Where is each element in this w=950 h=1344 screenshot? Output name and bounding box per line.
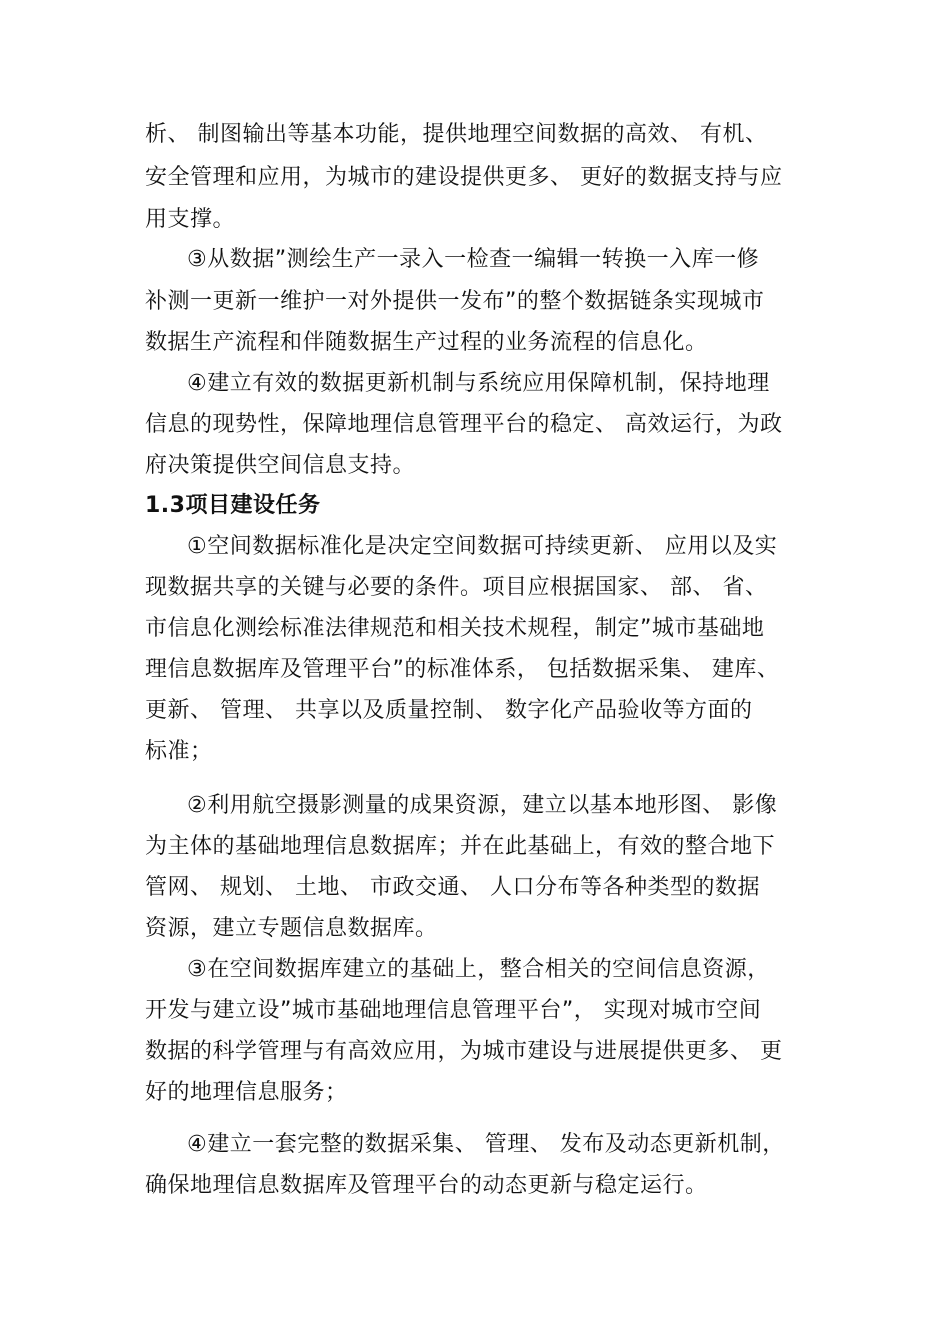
text-line-22: 开发与建立设”城市基础地理信息管理平台”， 实现对城市空间 <box>145 998 762 1023</box>
text-line-23: 数据的科学管理与有高效应用，为城市建设与进展提供更多、 更 <box>145 1039 783 1064</box>
text-line-26: 确保地理信息数据库及管理平台的动态更新与稳定运行。 <box>145 1173 708 1198</box>
section-heading: 1.3项目建设任务 <box>145 493 321 518</box>
text-line-18: 为主体的基础地理信息数据库；并在此基础上，有效的整合地下 <box>145 834 776 859</box>
text-line-6: 数据生产流程和伴随数据生产过程的业务流程的信息化。 <box>145 330 708 355</box>
text-line-16: 标准； <box>145 739 213 764</box>
text-line-3: 用支撑。 <box>145 207 236 232</box>
text-line-15: 更新、 管理、 共享以及质量控制、 数字化产品验收等方面的 <box>145 698 753 723</box>
text-line-11: ①空间数据标准化是决定空间数据可持续更新、 应用以及实 <box>187 534 778 559</box>
text-line-17: ②利用航空摄影测量的成果资源，建立以基本地形图、 影像 <box>187 793 778 818</box>
text-line-24: 好的地理信息服务； <box>145 1080 348 1105</box>
text-line-4: ③从数据”测绘生产一录入一检查一编辑一转换一入库一修 <box>187 247 760 272</box>
text-line-5: 补测一更新一维护一对外提供一发布”的整个数据链条实现城市 <box>145 289 765 314</box>
text-line-20: 资源，建立专题信息数据库。 <box>145 916 438 941</box>
text-line-8: 信息的现势性，保障地理信息管理平台的稳定、 高效运行，为政 <box>145 412 783 437</box>
text-line-14: 理信息数据库及管理平台”的标准体系， 包括数据采集、 建库、 <box>145 657 780 682</box>
text-line-1: 析、 制图输出等基本功能，提供地理空间数据的高效、 有机、 <box>145 122 768 147</box>
text-line-9: 府决策提供空间信息支持。 <box>145 453 416 478</box>
text-line-2: 安全管理和应用，为城市的建设提供更多、 更好的数据支持与应 <box>145 165 783 190</box>
text-line-19: 管网、 规划、 土地、 市政交通、 人口分布等各种类型的数据 <box>145 875 760 900</box>
text-line-13: 市信息化测绘标准法律规范和相关技术规程，制定”城市基础地 <box>145 616 765 641</box>
text-line-7: ④建立有效的数据更新机制与系统应用保障机制，保持地理 <box>187 371 770 396</box>
text-line-25: ④建立一套完整的数据采集、 管理、 发布及动态更新机制， <box>187 1132 785 1157</box>
text-line-12: 现数据共享的关键与必要的条件。项目应根据国家、 部、 省、 <box>145 575 768 600</box>
text-line-21: ③在空间数据库建立的基础上，整合相关的空间信息资源， <box>187 957 770 982</box>
